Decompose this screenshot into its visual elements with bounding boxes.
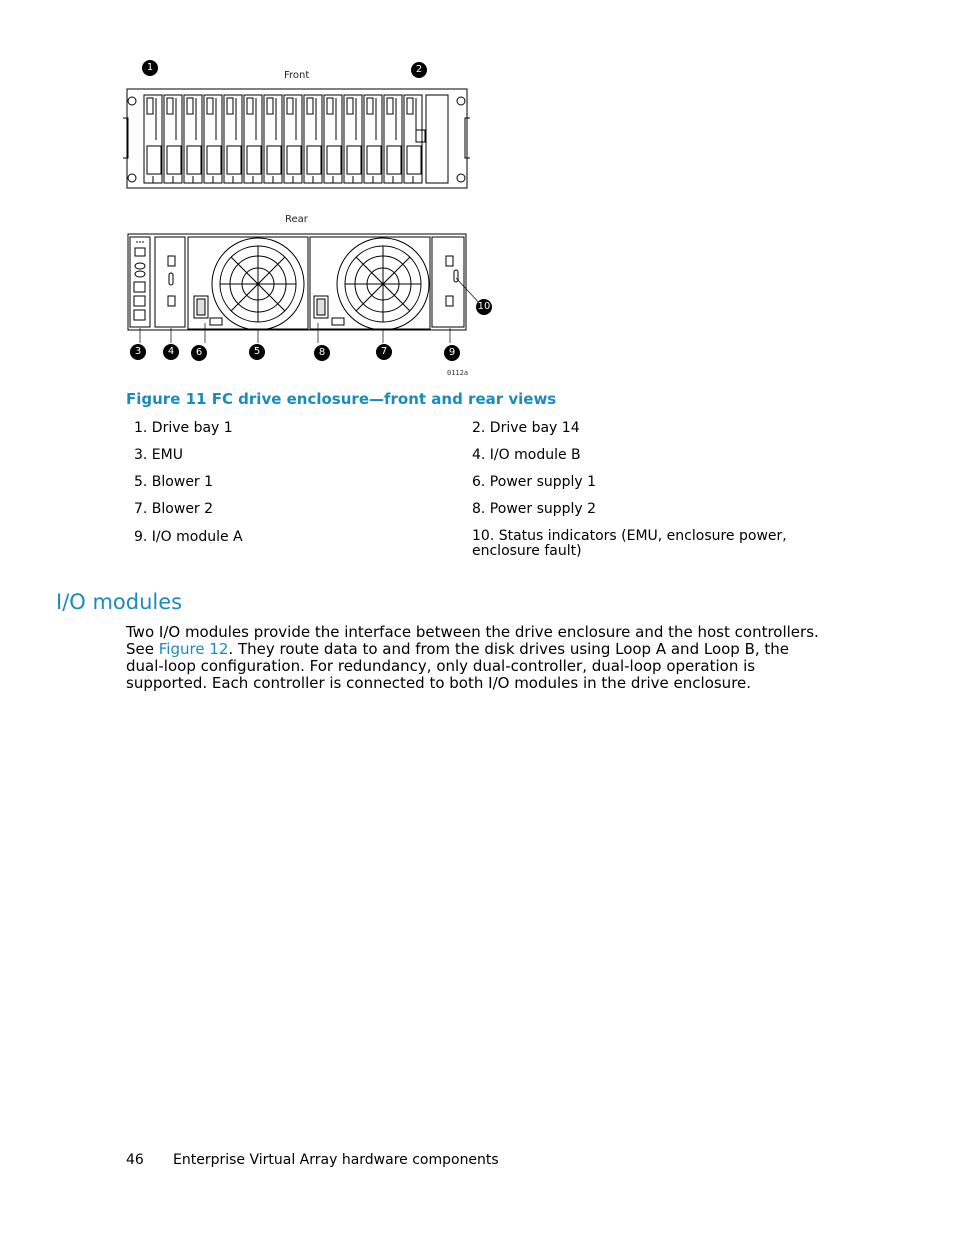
callout-5: 5 bbox=[249, 344, 265, 360]
legend-item-5: 5. Blower 1 bbox=[134, 474, 214, 490]
figure-caption: Figure 11 FC drive enclosure—front and rear views bbox=[126, 390, 557, 408]
legend-item-3: 3. EMU bbox=[134, 447, 183, 463]
front-view-drawing bbox=[120, 80, 480, 195]
callout-6: 6 bbox=[191, 345, 207, 361]
paragraph-text-1: Two I/O modules provide the interface between the drive enclosure and the host controllers. See bbox=[126, 623, 819, 658]
callout-4: 4 bbox=[163, 344, 179, 360]
callout-7: 7 bbox=[376, 344, 392, 360]
legend-item-2: 2. Drive bay 14 bbox=[472, 420, 580, 436]
legend-item-4: 4. I/O module B bbox=[472, 447, 581, 463]
legend-item-9: 9. I/O module A bbox=[134, 529, 243, 545]
rear-view-label: Rear bbox=[285, 214, 308, 225]
callout-9: 9 bbox=[444, 345, 460, 361]
callout-2: 2 bbox=[411, 62, 427, 78]
legend-item-8: 8. Power supply 2 bbox=[472, 501, 597, 517]
section-paragraph bbox=[126, 624, 826, 692]
rear-view-drawing bbox=[120, 228, 480, 343]
figure-12-link[interactable]: Figure 12 bbox=[158, 640, 229, 658]
legend-item-10-line1: 10. Status indicators (EMU, enclosure power, bbox=[472, 528, 787, 544]
legend-item-10-line2: enclosure fault) bbox=[472, 543, 582, 559]
callout-8: 8 bbox=[314, 345, 330, 361]
legend-item-6: 6. Power supply 1 bbox=[472, 474, 597, 490]
front-view-label: Front bbox=[284, 70, 310, 81]
callout-10: 10 bbox=[476, 299, 492, 315]
callout-3: 3 bbox=[130, 344, 146, 360]
legend-item-1: 1. Drive bay 1 bbox=[134, 420, 233, 436]
callout-1: 1 bbox=[142, 60, 158, 76]
legend-item-10 bbox=[472, 529, 787, 559]
section-title: I/O modules bbox=[56, 590, 183, 614]
page-number: 46 bbox=[126, 1152, 144, 1168]
legend-item-7: 7. Blower 2 bbox=[134, 501, 214, 517]
paragraph-text-2: . They route data to and from the disk drives using Loop A and Loop B, the dual-loop configuration. For redundancy, only dual-controller, dual-loop operation is supported. Each controller is connected to both I/O modules in the drive enclosure. bbox=[126, 640, 790, 692]
footer-chapter-title: Enterprise Virtual Array hardware components bbox=[173, 1152, 499, 1168]
image-code: 0112a bbox=[447, 369, 469, 377]
